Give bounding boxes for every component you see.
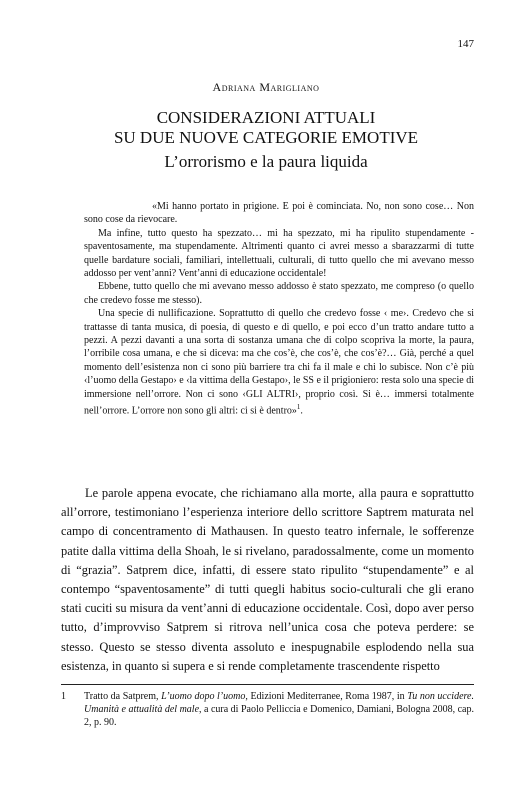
body-paragraph: Le parole appena evocate, che richiamano alla morte, alla paura e soprattutto all’orrore, testimoniano l’esperienza interiore dello scrittore Saptrem maturata nel campo di concentramento di Mathausen. In questo teatro infernale, le sofferenze patite dalla vittima della Shoah, le si rivelano, paradossalmente, come un momento di “grazia”. Satprem dice, infatti, di essere stato ripulito “stupendamente” e al contempo “spaventosamente” di tutti quegli habitus socio-culturali che gli erano stati cuciti su misura da vent’anni di educazione occidentale. Così, dopo aver perso tutto, d’improvviso Satprem si ritrova nell’unica cosa che poteva perdere: se stesso. Questo se stesso diventa assoluto e inespugnabile esplodendo nella sua esistenza, in quanto si supera e si rende completamente trascendente rispetto [61, 486, 474, 673]
footnote-divider [61, 684, 474, 685]
quote-paragraph: Ebbene, tutto quello che mi avevano messo addosso è stato spezzato, me compreso (o quello che credevo fosse me stesso). [84, 281, 474, 306]
footnote-book-title: L’uomo dopo l’uomo [161, 691, 246, 702]
footnote-text [84, 690, 474, 729]
footnote-source-intro: Tratto da Satprem, [84, 691, 162, 702]
page-number: 147 [457, 38, 474, 50]
footnote-editor: , a cura di Paolo Pelliccia e Domenico, Damiani, Bologna 2008, cap. 2, p. 90. [84, 704, 474, 728]
chapter-subtitle: L’orrorismo e la paura liquida [164, 152, 368, 171]
footnote-collection-title: Tu non uccidere. Umanità e attualità del male [84, 691, 474, 715]
footnote-reference[interactable]: 1 [296, 403, 301, 412]
chapter-title [0, 108, 532, 148]
footnote-publisher: , Edizioni Mediterranee, Roma 1987, in [245, 691, 408, 702]
chapter-title-line-2: SU DUE NUOVE CATEGORIE EMOTIVE [113, 128, 419, 147]
footnote-number: 1 [61, 691, 66, 702]
footnote [61, 690, 474, 729]
quote-paragraph-last: Una specie di nullificazione. Soprattutto di quello che credevo fosse ‹ me›. Credevo che si trattasse di tanta musica, di poesia, di questo e di quello, e poi ecco d’un tratto andare tutto a pezzi. A pezzi davanti a una sorta di sostanza umana che di colpo scopriva la morte, la paura, l’orribile cosa umana, e che si diceva: ma che cos’è, che cos’è, che cos’è?… Già, perché a quel momento dell’esistenza non ci sono più barriere tra chi fa il male e chi lo subisce. Non c’è più ‹l’uomo della Gestapo› e ‹la vittima della Gestapo›, le SS e il prigioniero: resta solo una specie di immersione nell’orrore. Non ci sono ‹GLI ALTRI›, proprio così. Si è… immersi totalmente nell’orrore. L’orrore non sono gli altri: ci si è dentro»$^1$. [84, 308, 474, 417]
body-text [61, 484, 474, 676]
epigraph-quote [84, 200, 474, 418]
quote-paragraph: Ma infine, tutto questo ha spezzato… mi ha spezzato, mi ha ripulito stupendamente - spaventosamente, ma stupendamente. Altrimenti quanto ci avrei messo a sbarazzarmi di tutte quelle bardature sociali, familiari, intellettuali, culturali, di tutto quello che mi avevano messo addosso per vent’anni? Vent’anni di educazione occidentale! [84, 227, 474, 280]
quote-paragraph: «Mi hanno portato in prigione. E poi è cominciata. No, non sono cose… Non sono cose da rievocare. [84, 201, 474, 226]
author-name: Adriana Marigliano [212, 80, 320, 94]
quote-paragraph-text: Una specie di nullificazione. Soprattutto di quello che credevo fosse ‹ me›. Credevo che si trattasse di tanta musica, di poesia, di questo e di quello, e poi ecco d’un tratto andare tutto a pezzi. A pezzi davanti a una sorta di sostanza umana che di colpo scopriva la morte, la paura, l’orribile cosa umana, e che si diceva: ma che cos’è, che cos’è, che cos’è?… Già, perché a quel momento dell’esistenza non ci sono più barriere tra chi fa il male e chi lo subisce. Non c’è più ‹l’uomo della Gestapo› e ‹la vittima della Gestapo›, le SS e il prigioniero: resta solo una specie di immersione nell’orrore. Non ci sono ‹GLI ALTRI›, proprio così. Si è… immersi totalmente nell’orrore. L’orrore non sono gli altri: ci si è dentro» [84, 308, 474, 417]
chapter-title-line-1: CONSIDERAZIONI ATTUALI [156, 108, 376, 127]
